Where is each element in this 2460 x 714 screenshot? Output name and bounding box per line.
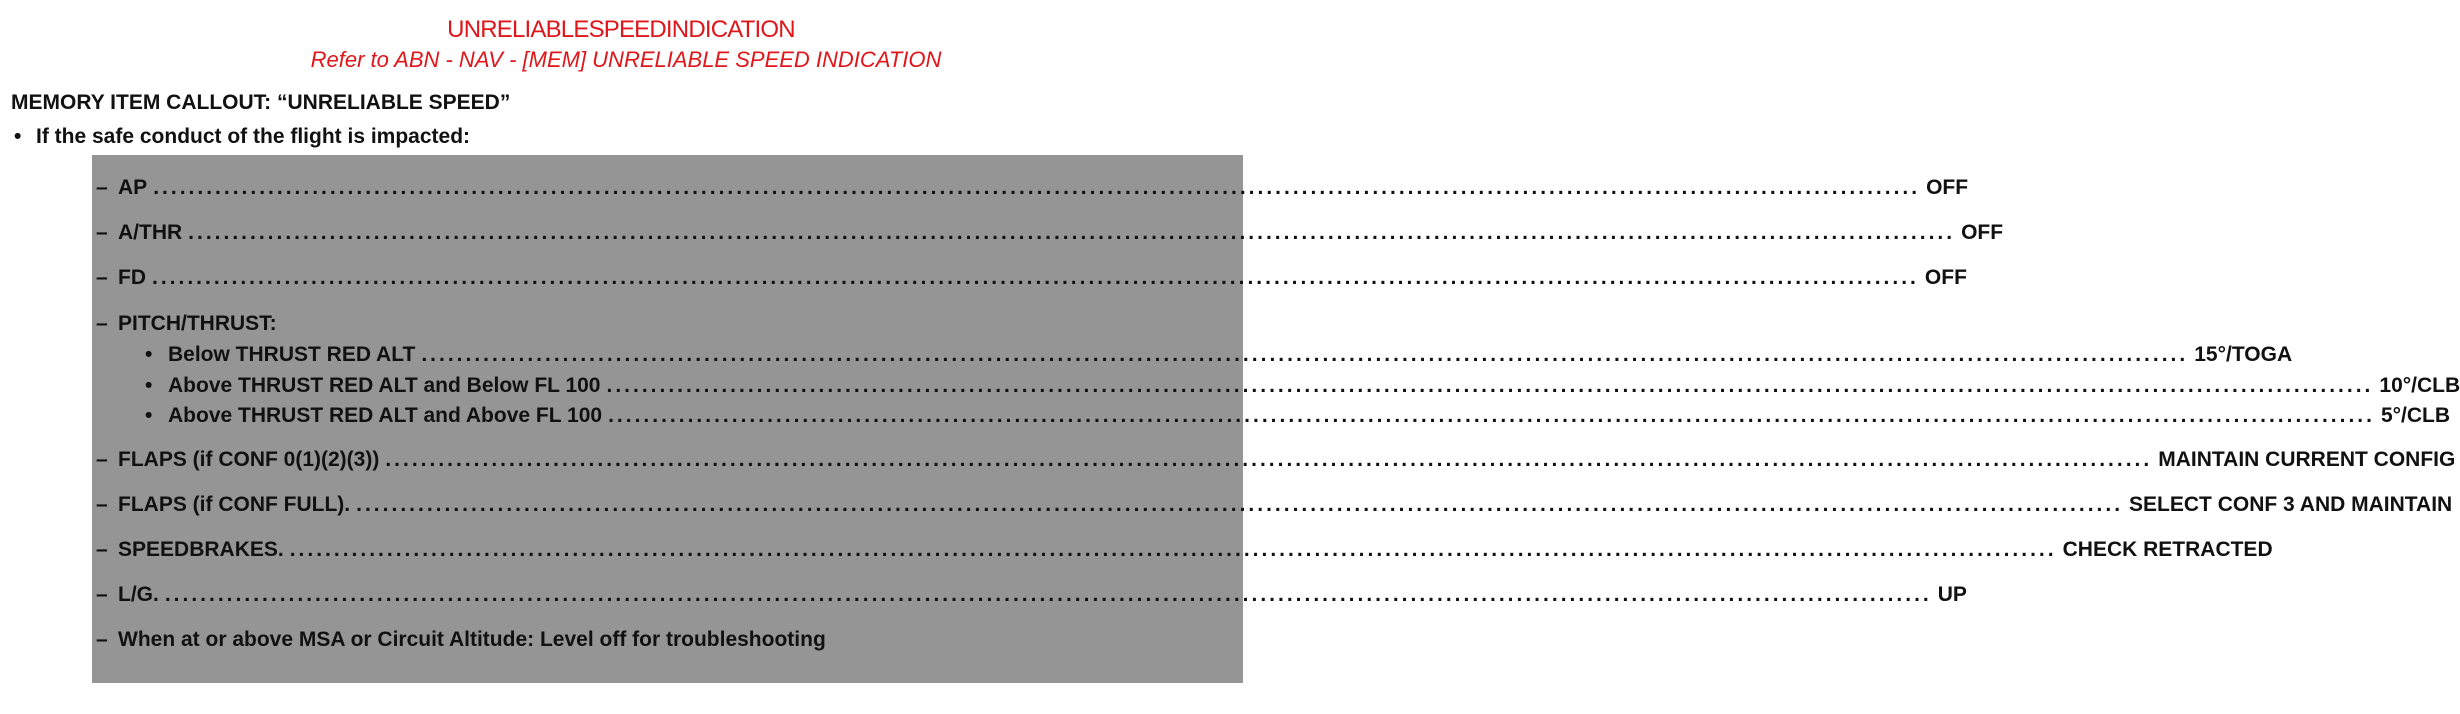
dash-marker: – (96, 493, 108, 516)
dash-marker: – (96, 176, 108, 199)
dot-leader: ........................................................................................................................................................................................................ (188, 221, 1956, 244)
bullet-icon: • (14, 125, 22, 148)
checklist-item-ap (96, 176, 1969, 200)
dot-leader: ........................................................................................................................................................................................................ (421, 343, 2189, 366)
reference-subtitle: Refer to ABN - NAV - [MEM] UNRELIABLE SPEED INDICATION (310, 47, 942, 72)
item-label: A/THR (118, 221, 183, 244)
checklist-item-landing-gear (96, 583, 1967, 607)
dash-marker: – (96, 538, 108, 561)
dot-leader: ........................................................................................................................................................................................................ (289, 538, 2057, 561)
item-label: AP (118, 176, 148, 199)
item-value: MAINTAIN CURRENT CONFIG (2158, 448, 2456, 471)
bullet-icon: • (145, 374, 153, 397)
item-label: SPEEDBRAKES. (118, 538, 284, 561)
item-value: 15°/TOGA (2194, 343, 2293, 366)
item-label: FLAPS (if CONF 0(1)(2)(3)) (118, 448, 380, 471)
condition-text: If the safe conduct of the flight is impacted: (36, 125, 471, 148)
page-title: UNRELIABLESPEEDINDICATION (447, 16, 795, 43)
bullet-icon: • (145, 343, 153, 366)
item-label: FD (118, 266, 146, 289)
checklist-item-flaps-full (96, 493, 2453, 517)
dash-marker: – (96, 583, 108, 606)
dash-marker: – (96, 448, 108, 471)
dash-marker: – (96, 312, 108, 335)
item-value: 5°/CLB (2380, 404, 2451, 427)
item-value: UP (1937, 583, 1967, 606)
condition-line (14, 124, 470, 150)
item-value: CHECK RETRACTED (2062, 538, 2273, 561)
dot-leader: ........................................................................................................................................................................................................ (385, 448, 2153, 471)
checklist-panel (92, 155, 2460, 683)
item-label: Above THRUST RED ALT and Above FL 100 (168, 404, 603, 427)
checklist-item-fd (96, 266, 1967, 290)
item-label: Below THRUST RED ALT (168, 343, 416, 366)
item-value: OFF (1961, 221, 2004, 244)
pitch-row-above-thrust-red-alt-above-fl100 (145, 404, 2451, 428)
dot-leader: ........................................................................................................................................................................................................ (164, 583, 1932, 606)
checklist-item-msa-level-off (96, 628, 826, 652)
pitch-row-above-thrust-red-alt-below-fl100 (145, 374, 2460, 398)
item-label: FLAPS (if CONF FULL). (118, 493, 351, 516)
checklist-item-flaps-conf (96, 448, 2456, 472)
item-label: PITCH/THRUST: (118, 312, 277, 335)
dot-leader: ........................................................................................................................................................................................................ (153, 176, 1921, 199)
checklist-item-pitch-thrust (96, 312, 277, 336)
item-label: Above THRUST RED ALT and Below FL 100 (168, 374, 601, 397)
dot-leader: ........................................................................................................................................................................................................ (606, 374, 2374, 397)
item-value: 10°/CLB (2379, 374, 2460, 397)
item-label: L/G. (118, 583, 159, 606)
item-label: When at or above MSA or Circuit Altitude: Level off for troubleshooting (118, 628, 826, 651)
checklist-item-speedbrakes (96, 538, 2273, 562)
dot-leader: ........................................................................................................................................................................................................ (608, 404, 2375, 427)
item-value: OFF (1926, 176, 1969, 199)
checklist-item-athr (96, 221, 2004, 245)
dot-leader: ........................................................................................................................................................................................................ (356, 493, 2124, 516)
bullet-icon: • (145, 404, 153, 427)
pitch-row-below-thrust-red-alt (145, 343, 2293, 367)
dot-leader: ........................................................................................................................................................................................................ (152, 266, 1919, 289)
dash-marker: – (96, 221, 108, 244)
dash-marker: – (96, 266, 108, 289)
memory-item-callout: MEMORY ITEM CALLOUT: “UNRELIABLE SPEED” (11, 91, 511, 114)
item-value: OFF (1924, 266, 1967, 289)
item-value: SELECT CONF 3 AND MAINTAIN (2129, 493, 2453, 516)
dash-marker: – (96, 628, 108, 651)
